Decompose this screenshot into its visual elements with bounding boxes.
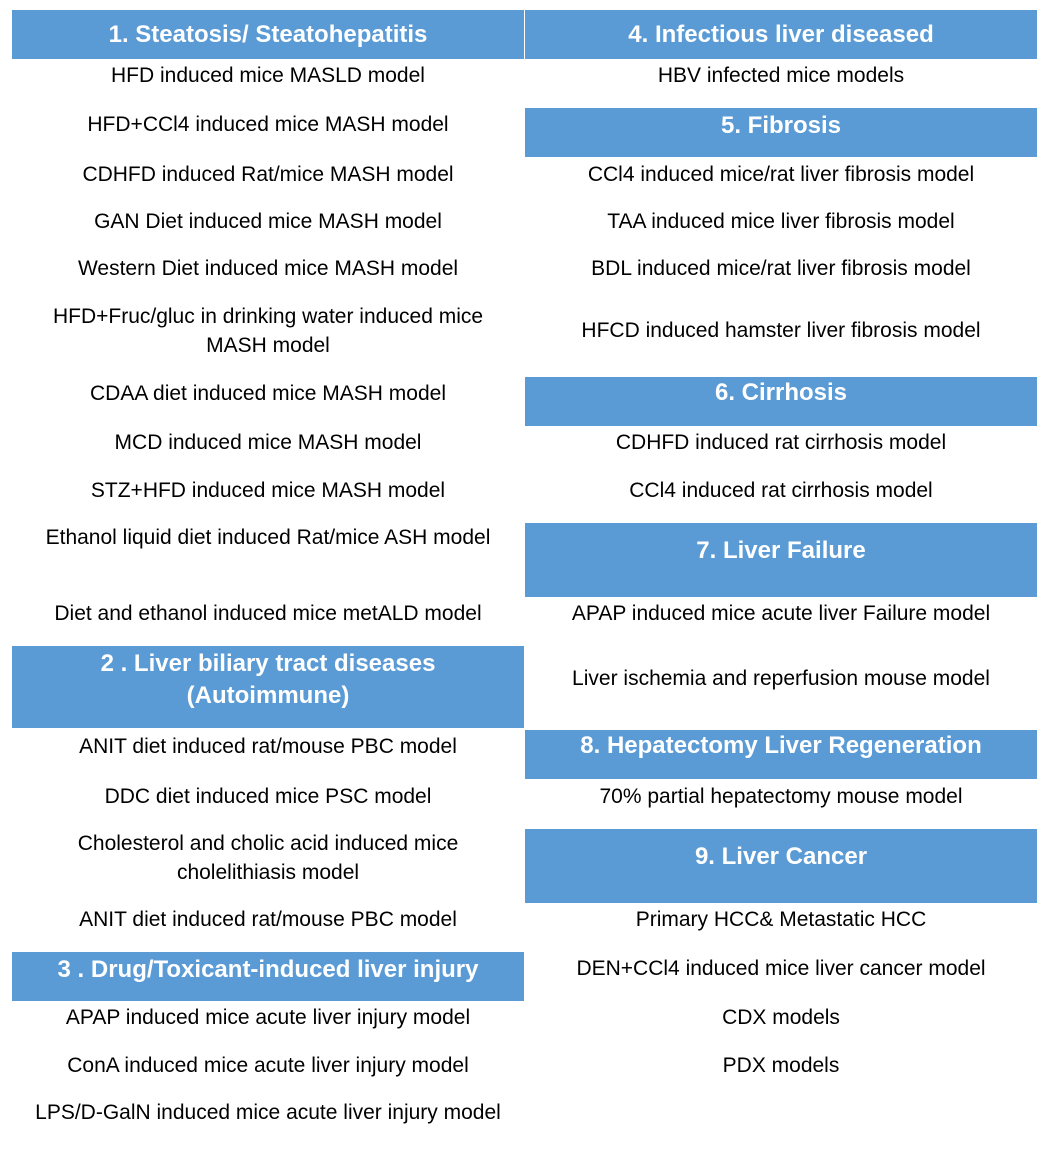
list-item: Western Diet induced mice MASH model (77, 257, 459, 280)
list-item: CDX models (722, 1006, 840, 1029)
list-item: MCD induced mice MASH model (114, 431, 422, 454)
list-item: HFD+Fruc/gluc in drinking water induced mice MASH model (52, 305, 484, 357)
list-item: APAP induced mice acute liver Failure model (571, 602, 991, 625)
section-header-fibrosis: 5. Fibrosis (525, 108, 1037, 157)
section-header-infectious: 4. Infectious liver diseased (525, 10, 1037, 59)
right-column (525, 0, 1037, 1157)
section-header-biliary (12, 646, 524, 728)
section-header-liver-cancer: 9. Liver Cancer (525, 829, 1037, 903)
list-item: CDAA diet induced mice MASH model (90, 382, 446, 405)
list-item: DEN+CCl4 induced mice liver cancer model (576, 957, 986, 980)
list-item: ANIT diet induced rat/mouse PBC model (79, 908, 457, 931)
list-item: HBV infected mice models (657, 64, 905, 87)
list-item: PDX models (722, 1054, 840, 1077)
list-item: Diet and ethanol induced mice metALD model (54, 602, 482, 625)
list-item: GAN Diet induced mice MASH model (94, 210, 442, 233)
left-column (12, 0, 524, 1157)
list-item: DDC diet induced mice PSC model (104, 785, 432, 808)
list-item: Cholesterol and cholic acid induced mice cholelithiasis model (77, 832, 459, 884)
section-header-cirrhosis: 6. Cirrhosis (525, 377, 1037, 426)
list-item: HFD induced mice MASLD model (111, 64, 425, 87)
list-item: HFCD induced hamster liver fibrosis model (581, 319, 981, 342)
list-item: BDL induced mice/rat liver fibrosis model (591, 257, 971, 280)
list-item: HFD+CCl4 induced mice MASH model (87, 113, 449, 136)
list-item: ConA induced mice acute liver injury model (67, 1054, 469, 1077)
section-header-steatosis: 1. Steatosis/ Steatohepatitis (12, 10, 524, 59)
list-item: CDHFD induced Rat/mice MASH model (82, 163, 454, 186)
list-item: TAA induced mice liver fibrosis model (607, 210, 955, 233)
list-item: LPS/D-GalN induced mice acute liver injury model (35, 1101, 501, 1124)
list-item: Liver ischemia and reperfusion mouse model (572, 667, 990, 690)
list-item: CCl4 induced mice/rat liver fibrosis model (587, 163, 975, 186)
list-item: ANIT diet induced rat/mouse PBC model (79, 735, 457, 758)
section-header-liver-failure: 7. Liver Failure (525, 523, 1037, 597)
section-header-line: 2 . Liver biliary tract diseases (100, 650, 436, 677)
list-item: APAP induced mice acute liver injury model (65, 1006, 471, 1029)
list-item: Ethanol liquid diet induced Rat/mice ASH model (45, 526, 491, 549)
list-item: 70% partial hepatectomy mouse model (599, 785, 963, 808)
section-header-drug-injury: 3 . Drug/Toxicant-induced liver injury (12, 952, 524, 1001)
list-item: Primary HCC& Metastatic HCC (635, 908, 927, 931)
section-header-hepatectomy: 8. Hepatectomy Liver Regeneration (525, 730, 1037, 779)
section-header-line: (Autoimmune) (186, 682, 350, 709)
list-item: STZ+HFD induced mice MASH model (90, 479, 446, 502)
list-item: CCl4 induced rat cirrhosis model (629, 479, 933, 502)
list-item: CDHFD induced rat cirrhosis model (615, 431, 947, 454)
